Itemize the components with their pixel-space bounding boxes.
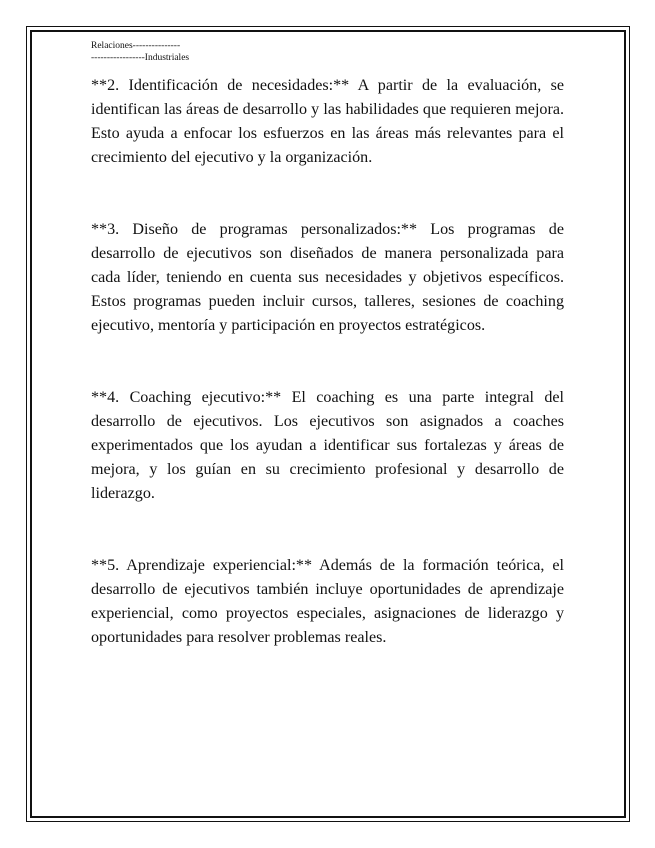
paragraph-identificacion-necesidades: **2. Identificación de necesidades:** A partir de la evaluación, se identifican las áreas de desarrollo y las habilidades que requieren mejora. Esto ayuda a enfocar los esfuerzos en las áreas más relevantes para el crecimiento del ejecutivo y la organización. — [91, 77, 564, 166]
paragraph-aprendizaje-experiencial: **5. Aprendizaje experiencial:** Además de la formación teórica, el desarrollo de ejecutivos también incluye oportunidades de aprendizaje experiencial, como proyectos especiales, asignaciones de liderazgo y oportunidades para resolver problemas reales. — [91, 557, 564, 646]
running-header — [91, 40, 189, 64]
header-line-2: -----------------Industriales — [91, 53, 190, 63]
header-line-1: Relaciones--------------- — [91, 41, 181, 51]
paragraph-diseno-programas: **3. Diseño de programas personalizados:** Los programas de desarrollo de ejecutivos son diseñados de manera personalizada para cada líder, teniendo en cuenta sus necesidades y objetivos específicos. Estos programas pueden incluir cursos, talleres, sesiones de coaching ejecutivo, mentoría y participación en proyectos estratégicos. — [91, 221, 564, 334]
paragraph-coaching-ejecutivo: **4. Coaching ejecutivo:** El coaching es una parte integral del desarrollo de ejecutivos. Los ejecutivos son asignados a coaches experimentados que los ayudan a identificar sus fortalezas y áreas de mejora, y los guían en su crecimiento profesional y desarrollo de liderazgo. — [91, 389, 564, 502]
body-text — [91, 74, 564, 650]
